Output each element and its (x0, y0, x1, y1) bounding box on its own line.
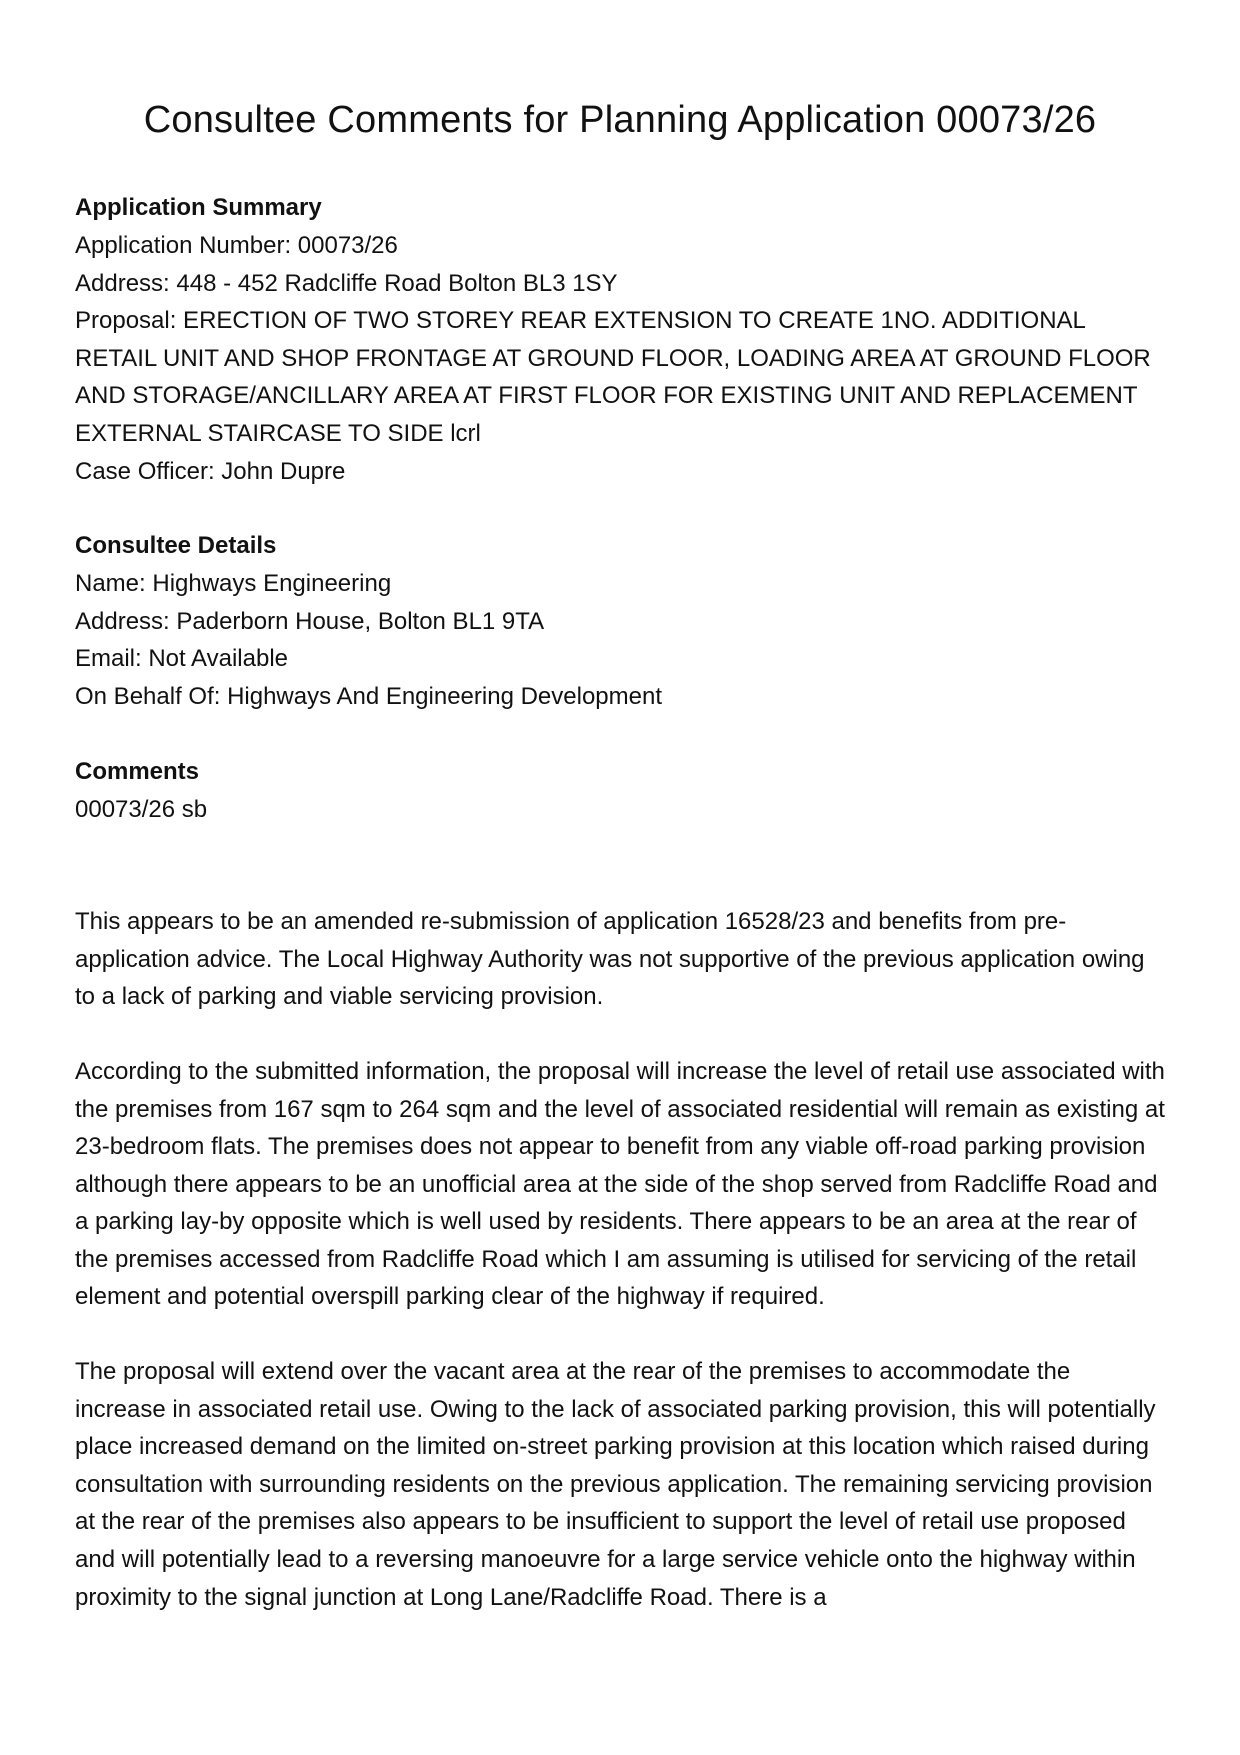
case-officer: Case Officer: John Dupre (75, 457, 346, 485)
application-summary-section (75, 189, 1165, 490)
application-summary-heading: Application Summary (75, 194, 322, 221)
comments-reference: 00073/26 sb (75, 795, 208, 823)
consultee-on-behalf-of: On Behalf Of: Highways And Engineering Development (75, 682, 663, 710)
comment-paragraph: This appears to be an amended re-submission of application 16528/23 and benefits from pre-application advice. The Local Highway Authority was not supportive of the previous application owing to a lack of parking and viable servicing provision. (75, 908, 1145, 1011)
application-address: Address: 448 - 452 Radcliffe Road Bolton BL3 1SY (75, 269, 618, 297)
consultee-details-heading: Consultee Details (75, 532, 277, 560)
application-proposal: Proposal: ERECTION OF TWO STOREY REAR EXTENSION TO CREATE 1NO. ADDITIONAL RETAIL UNIT AND SHOP FRONTAGE AT GROUND FLOOR, LOADING AREA AT GROUND FLOOR AND STORAGE/ANCILLARY AREA AT FIRST FLOOR FOR EXISTING UNIT AND REPLACEMENT EXTERNAL STAIRCASE TO SIDE lcrl (75, 307, 1151, 447)
consultee-details-section (75, 527, 1165, 715)
application-number: Application Number: 00073/26 (75, 232, 398, 259)
page-title: Consultee Comments for Planning Application 00073/26 (143, 99, 1097, 141)
consultee-name: Name: Highways Engineering (75, 570, 392, 598)
comments-heading: Comments (75, 757, 200, 785)
consultee-email: Email: Not Available (75, 645, 288, 673)
comment-paragraph: According to the submitted information, the proposal will increase the level of retail use associated with the premises from 167 sqm to 264 sqm and the level of associated residential will remain as existing at 23-bedroom flats. The premises does not appear to benefit from any viable off-road parking provision although there appears to be an unofficial area at the side of the shop served from Radcliffe Road and a parking lay-by opposite which is well used by residents. There appears to be an area at the rear of the premises accessed from Radcliffe Road which I am assuming is utilised for servicing of the retail element and potential overspill parking clear of the highway if required. (75, 1057, 1165, 1311)
comment-paragraph: The proposal will extend over the vacant area at the rear of the premises to accommodate the increase in associated retail use. Owing to the lack of associated parking provision, this will potentially place increased demand on the limited on-street parking provision at this location which raised during consultation with surrounding residents on the previous application. The remaining servicing provision at the rear of the premises also appears to be insufficient to support the level of retail use proposed and will potentially lead to a reversing manoeuvre for a large service vehicle onto the highway within proximity to the signal junction at Long Lane/Radcliffe Road. There is a (75, 1358, 1156, 1611)
comments-section (75, 753, 1165, 1617)
consultee-address: Address: Paderborn House, Bolton BL1 9TA (75, 607, 545, 635)
